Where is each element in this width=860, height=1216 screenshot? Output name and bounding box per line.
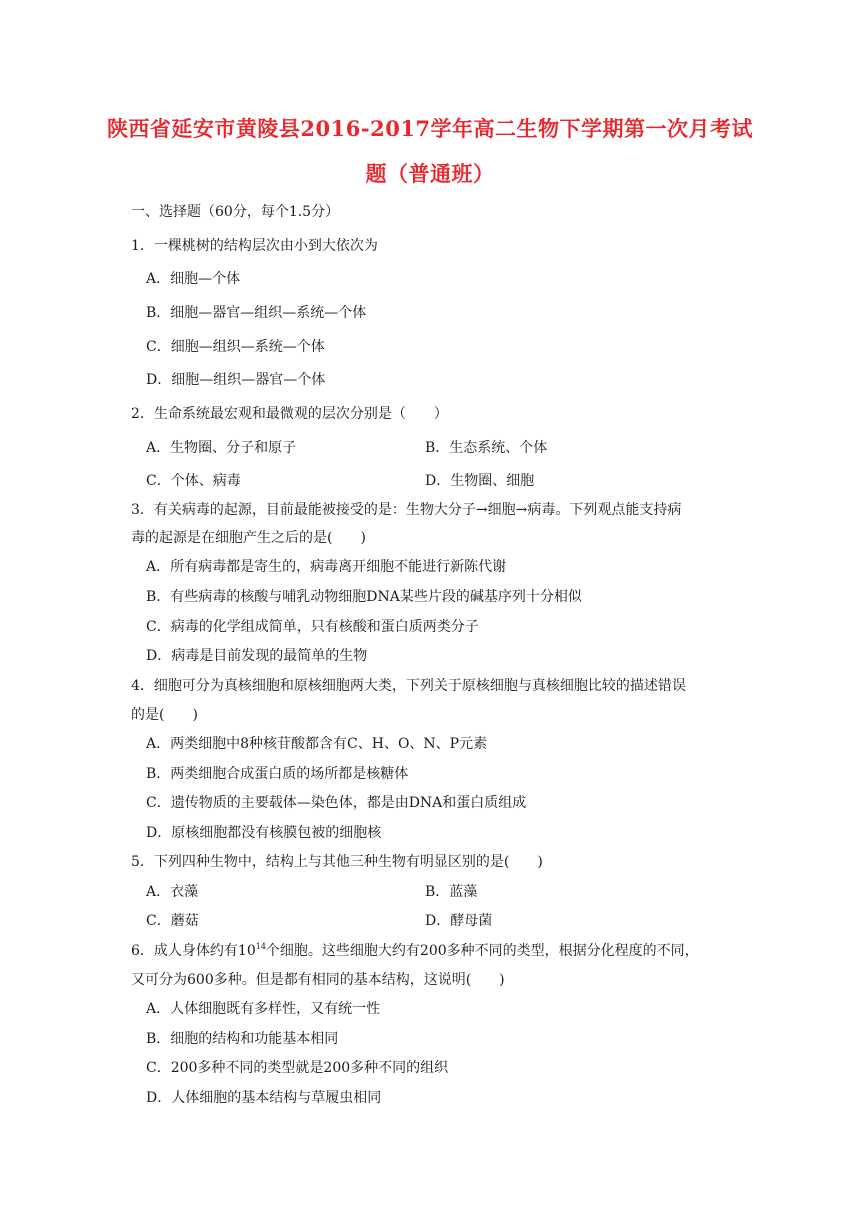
question-5-stem: 5．下列四种生物中，结构上与其他三种生物有明显区别的是( ) xyxy=(131,854,543,870)
question-4-stem-line1: 4．细胞可分为真核细胞和原核细胞两大类，下列关于原核细胞与真核细胞比较的描述错误 xyxy=(131,678,686,694)
question-3-option-b: B．有些病毒的核酸与哺乳动物细胞DNA某些片段的碱基序列十分相似 xyxy=(146,589,582,605)
question-4-option-b: B．两类细胞合成蛋白质的场所都是核糖体 xyxy=(146,766,409,782)
exam-title-line1: 陕西省延安市黄陵县2016-2017学年高二生物下学期第一次月考试 xyxy=(106,116,754,141)
question-3-stem-line2: 毒的起源是在细胞产生之后的是( ) xyxy=(131,530,366,546)
question-5-option-d: D．酵母菌 xyxy=(425,913,493,929)
question-3-stem-line1: 3．有关病毒的起源，目前最能被接受的是：生物大分子→细胞→病毒。下列观点能支持病 xyxy=(131,502,682,518)
question-6-option-d: D．人体细胞的基本结构与草履虫相同 xyxy=(146,1090,382,1106)
question-4-option-a: A．两类细胞中8种核苷酸都含有C、H、O、N、P元素 xyxy=(146,736,488,752)
question-2-stem: 2．生命系统最宏观和最微观的层次分别是（ ） xyxy=(131,406,448,422)
question-1-option-c: C．细胞—组织—系统—个体 xyxy=(146,339,325,355)
question-4-option-d: D．原核细胞都没有核膜包被的细胞核 xyxy=(146,825,382,841)
section-heading: 一、选择题（60分，每个1.5分） xyxy=(131,204,340,220)
question-6-stem-part2: 个细胞。这些细胞大约有200多种不同的类型，根据分化程度的不同， xyxy=(265,943,699,959)
question-2-option-d: D．生物圈、细胞 xyxy=(425,473,535,489)
question-5-option-b: B．蓝藻 xyxy=(425,884,478,900)
question-6-option-b: B．细胞的结构和功能基本相同 xyxy=(146,1031,339,1047)
exam-title-line2: 题（普通班） xyxy=(365,161,495,186)
question-4-option-c: C．遗传物质的主要载体—染色体，都是由DNA和蛋白质组成 xyxy=(146,795,527,811)
question-3-option-a: A．所有病毒都是寄生的，病毒离开细胞不能进行新陈代谢 xyxy=(146,559,507,575)
question-1-option-b: B．细胞—器官—组织—系统—个体 xyxy=(146,305,367,321)
question-3-option-d: D．病毒是目前发现的最简单的生物 xyxy=(146,648,368,664)
question-3-option-c: C．病毒的化学组成简单，只有核酸和蛋白质两类分子 xyxy=(146,619,479,635)
question-1-option-d: D．细胞—组织—器官—个体 xyxy=(146,372,326,388)
question-2-option-a: A．生物圈、分子和原子 xyxy=(146,440,297,456)
question-2-option-b: B．生态系统、个体 xyxy=(425,440,548,456)
question-6-option-a: A．人体细胞既有多样性，又有统一性 xyxy=(146,1001,381,1017)
question-1-option-a: A．细胞—个体 xyxy=(146,271,241,287)
exponent-superscript: 14 xyxy=(255,942,266,951)
question-4-stem-line2: 的是( ) xyxy=(131,707,198,723)
question-1-stem: 1．一棵桃树的结构层次由小到大依次为 xyxy=(131,238,378,254)
question-6-stem-line2: 又可分为600多种。但是都有相同的基本结构，这说明( ) xyxy=(131,972,505,988)
question-6-option-c: C．200多种不同的类型就是200多种不同的组织 xyxy=(146,1060,449,1076)
question-6-stem-part1: 6．成人身体约有10 xyxy=(131,943,256,959)
question-6-stem-line1 xyxy=(131,941,699,961)
question-5-option-a: A．衣藻 xyxy=(146,884,199,900)
question-5-option-c: C．蘑菇 xyxy=(146,913,199,929)
question-2-option-c: C．个体、病毒 xyxy=(146,473,241,489)
